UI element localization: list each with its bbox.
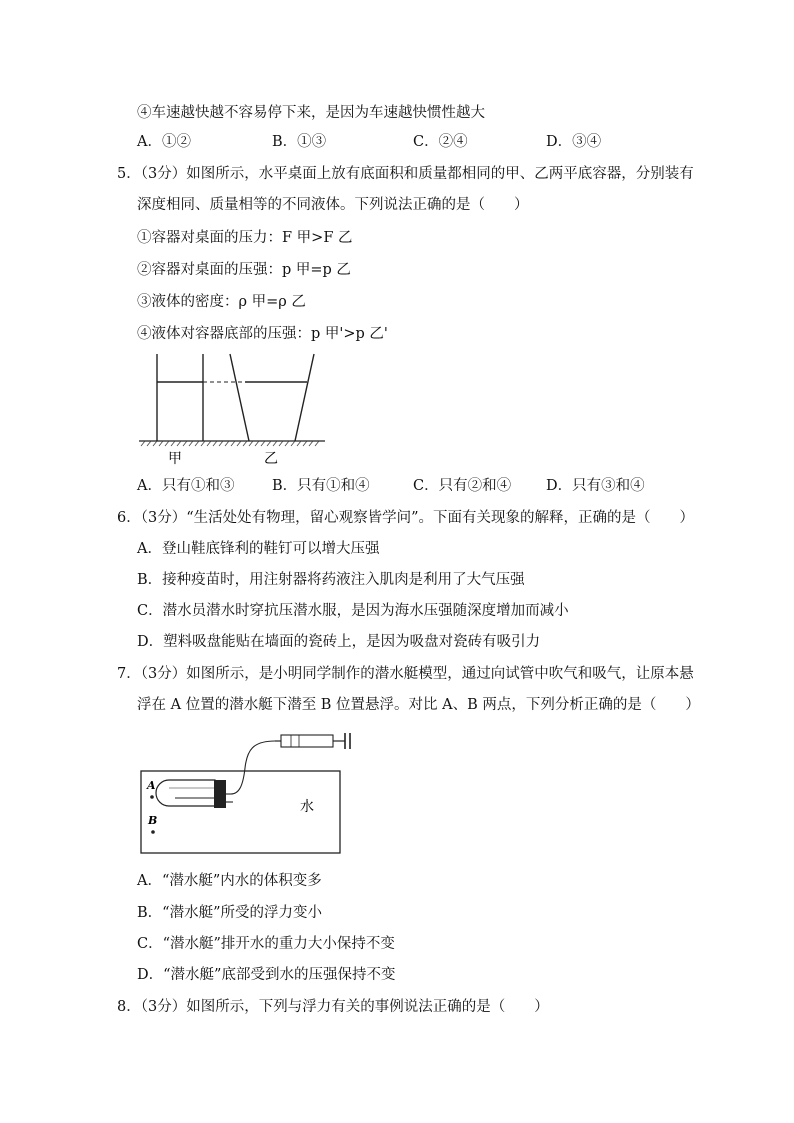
q8-stem: 8．（3分）如图所示，下列与浮力有关的事例说法正确的是（ ） xyxy=(117,999,549,1015)
q5-label-yi: 乙 xyxy=(264,451,278,467)
q6-option-d[interactable]: D．塑料吸盘能贴在墙面的瓷砖上，是因为吸盘对瓷砖有吸引力 xyxy=(137,634,541,650)
q5-stem-line2: 深度相同、质量相等的不同液体。下列说法正确的是（ ） xyxy=(137,197,529,213)
q5-containers-figure xyxy=(135,350,335,470)
q6-option-c[interactable]: C．潜水员潜水时穿抗压潜水服，是因为海水压强随深度增加而减小 xyxy=(137,603,569,619)
q6-option-a[interactable]: A．登山鞋底锋利的鞋钉可以增大压强 xyxy=(137,541,380,557)
q5-statement-3: ③液体的密度：ρ 甲=ρ 乙 xyxy=(137,294,306,310)
q7-point-a xyxy=(150,795,154,799)
q5-statement-1: ①容器对桌面的压力：F 甲>F 乙 xyxy=(137,230,353,246)
q5-statement-4: ④液体对容器底部的压强：p 甲'>p 乙' xyxy=(137,326,388,342)
q7-option-d[interactable]: D．“潜水艇”底部受到水的压强保持不变 xyxy=(137,967,396,983)
q7-option-b[interactable]: B．“潜水艇”所受的浮力变小 xyxy=(137,905,322,921)
q5-label-jia: 甲 xyxy=(168,451,182,467)
q4-option-c[interactable]: C．②④ xyxy=(413,134,468,150)
q6-option-b[interactable]: B．接种疫苗时，用注射器将药液注入肌肉是利用了大气压强 xyxy=(137,572,525,588)
q5-option-a[interactable]: A．只有①和③ xyxy=(137,478,235,494)
q5-option-d[interactable]: D．只有③和④ xyxy=(546,478,645,494)
q5-option-b[interactable]: B．只有①和④ xyxy=(272,478,370,494)
q7-option-a[interactable]: A．“潜水艇”内水的体积变多 xyxy=(137,873,322,889)
q7-submarine-figure xyxy=(135,728,365,858)
q5-stem-line1: 5．（3分）如图所示，水平桌面上放有底面积和质量都相同的甲、乙两平底容器，分别装有 xyxy=(117,166,694,182)
q7-stem-line1: 7．（3分）如图所示，是小明同学制作的潜水艇模型，通过向试管中吹气和吸气，让原本悬 xyxy=(117,666,694,682)
q5-statement-2: ②容器对桌面的压强：p 甲=p 乙 xyxy=(137,262,351,278)
q7-point-b xyxy=(151,830,155,834)
q5-option-c[interactable]: C．只有②和④ xyxy=(413,478,512,494)
q4-option-a[interactable]: A．①② xyxy=(137,134,191,150)
q7-point-a-label: A xyxy=(147,779,156,792)
q7-point-b-label: B xyxy=(148,814,158,827)
q4-option-d[interactable]: D．③④ xyxy=(546,134,602,150)
q4-option-b[interactable]: B．①③ xyxy=(272,134,327,150)
q6-stem: 6．（3分）“生活处处有物理，留心观察皆学问”。下面有关现象的解释，正确的是（ ） xyxy=(117,510,695,526)
q7-stem-line2: 浮在 A 位置的潜水艇下潜至 B 位置悬浮。对比 A、B 两点，下列分析正确的是（ ） xyxy=(137,697,700,713)
q7-option-c[interactable]: C．“潜水艇”排开水的重力大小保持不变 xyxy=(137,936,395,952)
q4-statement-4: ④车速越快越不容易停下来，是因为车速越快惯性越大 xyxy=(137,105,485,121)
q7-water-label: 水 xyxy=(300,799,314,815)
